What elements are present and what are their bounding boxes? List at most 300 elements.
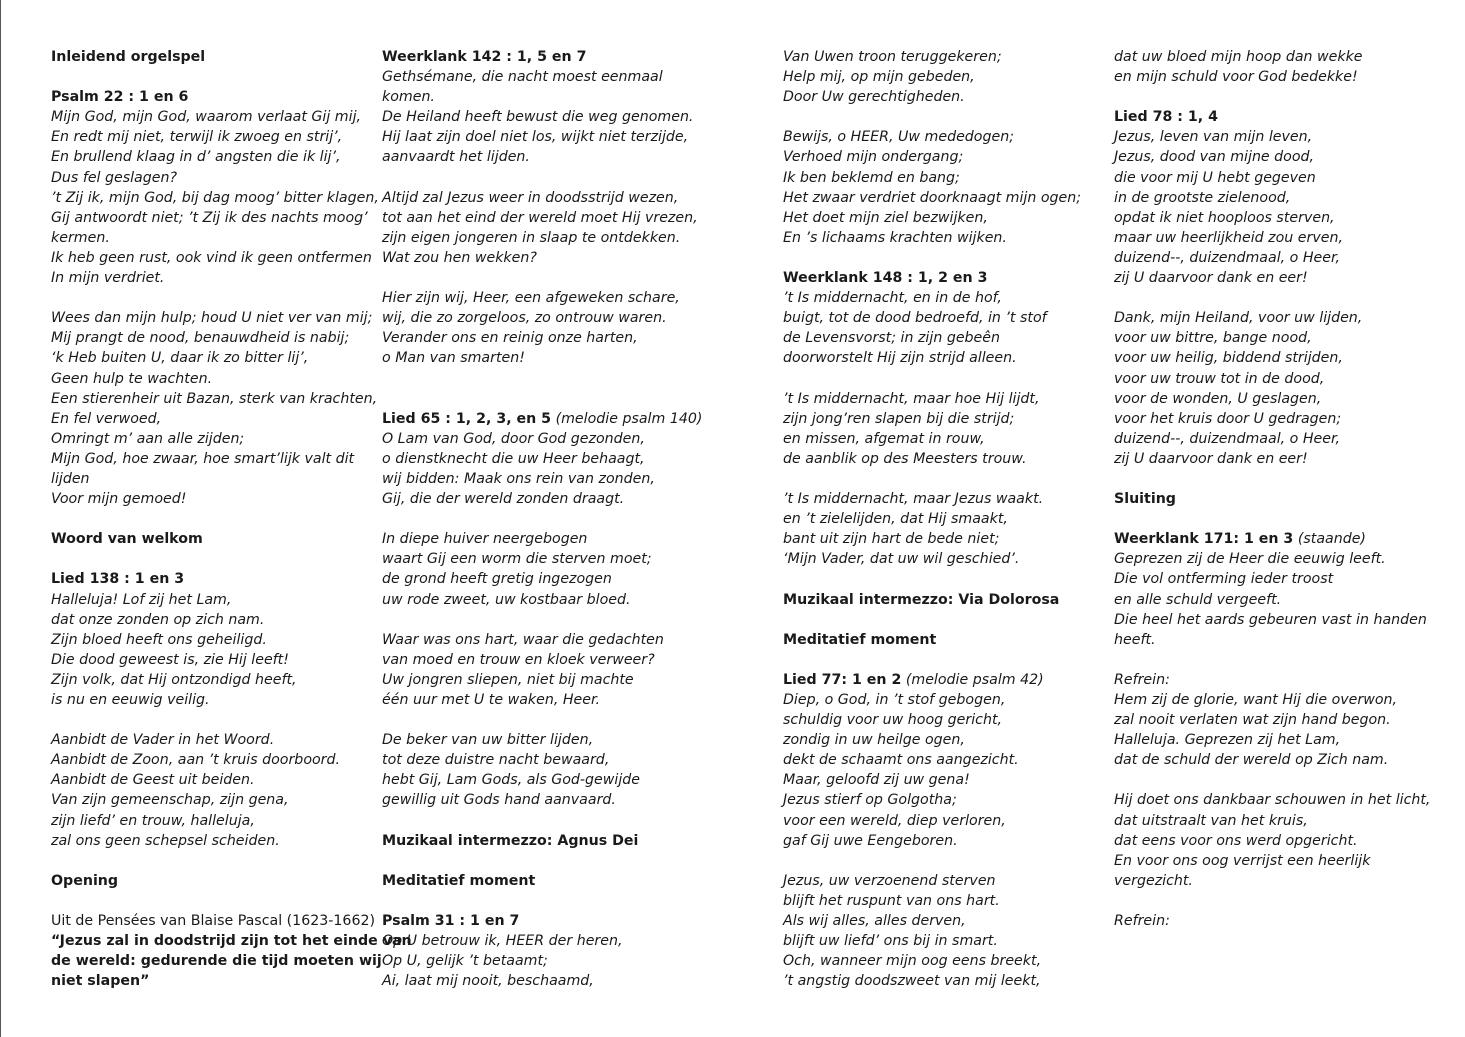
- verse-line: [51, 630, 412, 650]
- heading-text: Lied 65 : 1, 2, 3, en 5: [382, 410, 552, 427]
- verse-text: maar uw heerlijkheid zou erven,: [1114, 229, 1343, 246]
- verse-text: Bewijs, o HEER, Uw mededogen;: [783, 129, 1014, 146]
- blank-line: [1114, 288, 1430, 308]
- verse-text: Refrein:: [1114, 671, 1170, 688]
- verse-line: [51, 107, 412, 127]
- verse-text: Jezus stierf op Golgotha;: [783, 792, 957, 809]
- verse-text: tot aan het eind der wereld moet Hij vrezen,: [382, 209, 698, 226]
- text-line: [51, 911, 412, 931]
- verse-line: [382, 188, 702, 208]
- verse-line: [382, 87, 702, 107]
- verse-text: Maar, geloofd zij uw gena!: [783, 772, 970, 789]
- section-heading: [51, 951, 412, 971]
- verse-line: [382, 449, 702, 469]
- section-heading: [382, 47, 702, 67]
- heading-text: Meditatief moment: [382, 872, 536, 889]
- verse-line: [783, 489, 1081, 509]
- verse-line: [1114, 168, 1430, 188]
- verse-text: van moed en trouw en kloek verweer?: [382, 651, 655, 668]
- verse-text: ’t angstig doodszweet van mij leekt,: [783, 973, 1041, 990]
- verse-line: [382, 730, 702, 750]
- verse-text: Help mij, op mijn gebeden,: [783, 69, 975, 86]
- verse-line: [51, 268, 412, 288]
- verse-text: zijn liefd’ en trouw, halleluja,: [51, 812, 255, 829]
- verse-text: blijft uw liefd’ ons bij in smart.: [783, 933, 998, 950]
- verse-line: [783, 308, 1081, 328]
- verse-line: [382, 348, 702, 368]
- verse-line: [51, 188, 412, 208]
- verse-line: [783, 790, 1081, 810]
- verse-line: [51, 127, 412, 147]
- verse-line: [1114, 449, 1430, 469]
- verse-line: [783, 931, 1081, 951]
- verse-text: voor uw trouw tot in de dood,: [1114, 370, 1325, 387]
- heading-text: Psalm 31 : 1 en 7: [382, 913, 520, 930]
- verse-line: [783, 509, 1081, 529]
- verse-text: ’t Zij ik, mijn God, bij dag moog’ bitter klagen,: [51, 189, 379, 206]
- verse-line: [1114, 630, 1430, 650]
- verse-line: [783, 971, 1081, 991]
- verse-line: [382, 489, 702, 509]
- verse-line: [382, 630, 702, 650]
- verse-text: zal ons geen schepsel scheiden.: [51, 832, 280, 849]
- verse-line: [783, 951, 1081, 971]
- blank-line: [783, 851, 1081, 871]
- verse-text: duizend--, duizendmaal, o Heer,: [1114, 430, 1341, 447]
- verse-line: [51, 168, 412, 188]
- verse-line: [783, 811, 1081, 831]
- verse-line: [51, 590, 412, 610]
- verse-text: gaf Gij uwe Eengeboren.: [783, 832, 958, 849]
- verse-text: En ’s lichaams krachten wijken.: [783, 229, 1007, 246]
- verse-line: [783, 690, 1081, 710]
- blank-line: [783, 107, 1081, 127]
- verse-line: [382, 750, 702, 770]
- body-text: Uit de Pensées van Blaise Pascal (1623-1662): [51, 913, 376, 930]
- verse-line: [783, 228, 1081, 248]
- verse-text: de aanblik op des Meesters trouw.: [783, 450, 1027, 467]
- column-2: [382, 47, 702, 991]
- verse-text: bant uit zijn hart de bede niet;: [783, 531, 1000, 548]
- section-heading: [382, 409, 702, 429]
- verse-line: [382, 931, 702, 951]
- verse-line: [51, 248, 412, 268]
- verse-line: [51, 369, 412, 389]
- verse-text: wij, die zo zorgeloos, zo ontrouw waren.: [382, 310, 667, 327]
- verse-line: [51, 730, 412, 750]
- blank-line: [51, 710, 412, 730]
- verse-text: Verhoed mijn ondergang;: [783, 149, 964, 166]
- blank-line: [382, 710, 702, 730]
- verse-line: [51, 650, 412, 670]
- verse-line: [382, 308, 702, 328]
- verse-line: [1114, 429, 1430, 449]
- verse-line: [382, 328, 702, 348]
- section-heading: [51, 529, 412, 549]
- verse-line: [783, 188, 1081, 208]
- verse-line: [51, 389, 412, 409]
- section-heading: [382, 831, 702, 851]
- verse-text: Jezus, dood van mijne dood,: [1114, 149, 1315, 166]
- heading-text: Lied 78 : 1, 4: [1114, 109, 1218, 126]
- verse-text: doorworstelt Hij zijn strijd alleen.: [783, 350, 1017, 367]
- verse-line: [382, 228, 702, 248]
- verse-line: [382, 67, 702, 87]
- verse-line: [1114, 610, 1430, 630]
- blank-line: [382, 891, 702, 911]
- verse-text: en missen, afgemat in rouw,: [783, 430, 985, 447]
- blank-line: [51, 549, 412, 569]
- verse-line: [1114, 248, 1430, 268]
- section-heading: [783, 590, 1081, 610]
- section-heading: [51, 87, 412, 107]
- verse-text: die voor mij U hebt gegeven: [1114, 169, 1316, 186]
- verse-text: voor uw heilig, biddend strijden,: [1114, 350, 1343, 367]
- verse-text: Halleluja. Geprezen zij het Lam,: [1114, 732, 1341, 749]
- verse-line: [783, 87, 1081, 107]
- verse-line: [783, 750, 1081, 770]
- verse-line: [382, 770, 702, 790]
- verse-line: [783, 429, 1081, 449]
- verse-line: [51, 228, 412, 248]
- verse-text: o dienstknecht die uw Heer behaagt,: [382, 450, 645, 467]
- verse-text: kermen.: [51, 229, 110, 246]
- verse-line: [783, 891, 1081, 911]
- verse-text: ’t Is middernacht, maar Jezus waakt.: [783, 491, 1044, 508]
- verse-line: [783, 147, 1081, 167]
- verse-line: [783, 529, 1081, 549]
- column-3: [783, 47, 1081, 991]
- verse-line: [51, 147, 412, 167]
- verse-line: [1114, 389, 1430, 409]
- verse-text: Aanbidt de Geest uit beiden.: [51, 772, 255, 789]
- verse-text: in de grootste zielenood,: [1114, 189, 1291, 206]
- verse-line: [382, 429, 702, 449]
- blank-line: [382, 851, 702, 871]
- heading-text: Muzikaal intermezzo: Via Dolorosa: [783, 591, 1060, 608]
- verse-text: O Lam van God, door God gezonden,: [382, 430, 645, 447]
- verse-line: [1114, 790, 1430, 810]
- verse-text: Door Uw gerechtigheden.: [783, 89, 965, 106]
- verse-text: buigt, tot de dood bedroefd, in ’t stof: [783, 310, 1047, 327]
- verse-line: [783, 911, 1081, 931]
- verse-text: Altijd zal Jezus weer in doodsstrijd wezen,: [382, 189, 679, 206]
- verse-text: komen.: [382, 89, 435, 106]
- verse-text: dat de schuld der wereld op Zich nam.: [1114, 752, 1389, 769]
- verse-line: [1114, 690, 1430, 710]
- verse-text: Het zwaar verdriet doorknaagt mijn ogen;: [783, 189, 1082, 206]
- verse-text: opdat ik niet hooploos sterven,: [1114, 209, 1335, 226]
- blank-line: [1114, 469, 1430, 489]
- verse-text: tot deze duistre nacht bewaard,: [382, 752, 610, 769]
- blank-line: [382, 509, 702, 529]
- verse-line: [783, 831, 1081, 851]
- verse-text: Die dood geweest is, zie Hij leeft!: [51, 651, 289, 668]
- verse-line: [1114, 569, 1430, 589]
- verse-text: heeft.: [1114, 631, 1156, 648]
- verse-text: dat eens voor ons werd opgericht.: [1114, 832, 1358, 849]
- blank-line: [51, 288, 412, 308]
- blank-line: [1114, 770, 1430, 790]
- column-4: [1114, 47, 1430, 931]
- heading-text: Lied 77: 1 en 2: [783, 671, 902, 688]
- verse-line: [382, 208, 702, 228]
- page-left-border: [0, 0, 1, 1037]
- verse-line: [783, 348, 1081, 368]
- heading-text: Sluiting: [1114, 491, 1176, 508]
- verse-text: Aanbidt de Vader in het Woord.: [51, 732, 275, 749]
- verse-text: Van zijn gemeenschap, zijn gena,: [51, 792, 289, 809]
- verse-text: Verander ons en reinig onze harten,: [382, 330, 638, 347]
- heading-text: Inleidend orgelspel: [51, 49, 206, 65]
- section-heading: [51, 569, 412, 589]
- verse-text: Jezus, leven van mijn leven,: [1114, 129, 1313, 146]
- verse-text: en alle schuld vergeeft.: [1114, 591, 1282, 608]
- blank-line: [382, 168, 702, 188]
- verse-line: [783, 871, 1081, 891]
- blank-line: [382, 811, 702, 831]
- verse-line: [51, 831, 412, 851]
- heading-text: Weerklank 142 : 1, 5 en 7: [382, 49, 587, 65]
- blank-line: [1114, 87, 1430, 107]
- blank-line: [1114, 891, 1430, 911]
- verse-text: Wat zou hen wekken?: [382, 249, 537, 266]
- verse-text: Mij prangt de nood, benauwdheid is nabij;: [51, 330, 350, 347]
- verse-line: [1114, 871, 1430, 891]
- verse-line: [783, 710, 1081, 730]
- heading-text: de wereld: gedurende die tijd moeten wij: [51, 953, 382, 970]
- verse-line: [51, 750, 412, 770]
- section-heading: [51, 871, 412, 891]
- verse-line: [1114, 188, 1430, 208]
- verse-text: voor de wonden, U geslagen,: [1114, 390, 1322, 407]
- verse-text: En fel verwoed,: [51, 410, 162, 427]
- verse-text: en mijn schuld voor God bedekke!: [1114, 69, 1358, 86]
- section-heading: [51, 931, 412, 951]
- blank-line: [382, 268, 702, 288]
- verse-line: [51, 690, 412, 710]
- blank-line: [51, 509, 412, 529]
- verse-line: [1114, 851, 1430, 871]
- verse-text: ‘k Heb buiten U, daar ik zo bitter lij’,: [51, 350, 309, 367]
- heading-text: Meditatief moment: [783, 631, 937, 648]
- verse-line: [51, 328, 412, 348]
- verse-line: [382, 971, 702, 991]
- heading-text: Muzikaal intermezzo: Agnus Dei: [382, 832, 639, 849]
- verse-line: [783, 328, 1081, 348]
- verse-text: En brullend klaag in d’ angsten die ik lij’,: [51, 149, 341, 166]
- verse-text: Het doet mijn ziel bezwijken,: [783, 209, 988, 226]
- verse-line: [382, 590, 702, 610]
- verse-line: [1114, 750, 1430, 770]
- verse-text: Aanbidt de Zoon, aan ’t kruis doorboord.: [51, 752, 341, 769]
- verse-line: [382, 529, 702, 549]
- verse-line: [783, 449, 1081, 469]
- verse-line: [51, 670, 412, 690]
- verse-text: Gethsémane, die nacht moest eenmaal: [382, 69, 663, 86]
- verse-text: zijn jong’ren slapen bij die strijd;: [783, 410, 1015, 427]
- blank-line: [783, 369, 1081, 389]
- verse-text: Op U betrouw ik, HEER der heren,: [382, 933, 623, 950]
- verse-line: [51, 429, 412, 449]
- blank-line: [783, 650, 1081, 670]
- section-heading: [51, 47, 412, 67]
- section-heading: [382, 871, 702, 891]
- verse-line: [783, 549, 1081, 569]
- verse-text: Zijn volk, dat Hij ontzondigd heeft,: [51, 671, 297, 688]
- verse-line: [382, 288, 702, 308]
- verse-text: De beker van uw bitter lijden,: [382, 732, 594, 749]
- section-heading: [783, 670, 1081, 690]
- verse-text: Voor mijn gemoed!: [51, 491, 187, 508]
- verse-text: vergezicht.: [1114, 872, 1193, 889]
- blank-line: [382, 389, 702, 409]
- heading-text: Weerklank 171: 1 en 3: [1114, 531, 1294, 548]
- section-heading: [1114, 107, 1430, 127]
- verse-line: [1114, 590, 1430, 610]
- verse-line: [1114, 549, 1430, 569]
- verse-text: dat uw bloed mijn hoop dan wekke: [1114, 49, 1363, 65]
- verse-text: zondig in uw heilge ogen,: [783, 732, 965, 749]
- verse-text: wij bidden: Maak ons rein van zonden,: [382, 470, 655, 487]
- verse-line: [51, 610, 412, 630]
- verse-line: [1114, 409, 1430, 429]
- verse-text: schuldig voor uw hoog gericht,: [783, 712, 1003, 729]
- verse-text: Omringt m’ aan alle zijden;: [51, 430, 245, 447]
- verse-text: Dus fel geslagen?: [51, 169, 178, 186]
- verse-text: één uur met U te waken, Heer.: [382, 692, 601, 708]
- verse-text: De Heiland heeft bewust die weg genomen.: [382, 109, 694, 126]
- verse-line: [1114, 67, 1430, 87]
- verse-line: [783, 409, 1081, 429]
- verse-text: hebt Gij, Lam Gods, als God-gewijde: [382, 772, 641, 789]
- verse-line: [382, 690, 702, 710]
- verse-line: [783, 47, 1081, 67]
- verse-text: voor uw bittre, bange nood,: [1114, 330, 1312, 347]
- heading-text: niet slapen”: [51, 973, 150, 990]
- verse-line: [51, 790, 412, 810]
- verse-line: [783, 208, 1081, 228]
- verse-line: [51, 489, 412, 509]
- verse-text: dekt de schaamt ons aangezicht.: [783, 752, 1019, 769]
- verse-line: [1114, 369, 1430, 389]
- verse-line: [51, 811, 412, 831]
- verse-text: Ai, laat mij nooit, beschaamd,: [382, 973, 594, 990]
- verse-text: Hier zijn wij, Heer, een afgeweken schare,: [382, 290, 680, 307]
- verse-text: Hem zij de glorie, want Hij die overwon,: [1114, 692, 1397, 708]
- verse-text: En voor ons oog verrijst een heerlijk: [1114, 852, 1371, 869]
- verse-line: [382, 549, 702, 569]
- section-heading: [51, 971, 412, 991]
- verse-text: Mijn God, mijn God, waarom verlaat Gij mij,: [51, 109, 362, 126]
- verse-text: waart Gij een worm die sterven moet;: [382, 551, 652, 568]
- verse-line: [783, 770, 1081, 790]
- verse-text: Dank, mijn Heiland, voor uw lijden,: [1114, 310, 1363, 327]
- verse-text: Waar was ons hart, waar die gedachten: [382, 631, 664, 648]
- verse-text: Van Uwen troon teruggekeren;: [783, 49, 1002, 65]
- verse-line: [1114, 228, 1430, 248]
- blank-line: [382, 369, 702, 389]
- verse-text: Geprezen zij de Heer die eeuwig leeft.: [1114, 551, 1386, 568]
- verse-text: ’t Is middernacht, maar hoe Hij lijdt,: [783, 390, 1040, 407]
- verse-line: [382, 107, 702, 127]
- verse-text: zij U daarvoor dank en eer!: [1114, 450, 1308, 467]
- verse-line: [1114, 147, 1430, 167]
- verse-text: Een stierenheir uit Bazan, sterk van krachten,: [51, 390, 378, 407]
- verse-line: [783, 67, 1081, 87]
- verse-text: Geen hulp te wachten.: [51, 370, 213, 387]
- column-1: [51, 47, 412, 991]
- verse-line: [382, 147, 702, 167]
- verse-line: [382, 469, 702, 489]
- verse-line: [51, 449, 412, 469]
- verse-line: [1114, 47, 1430, 67]
- section-heading: [1114, 489, 1430, 509]
- verse-text: de grond heeft gretig ingezogen: [382, 571, 612, 588]
- verse-text: Ik heb geen rust, ook vind ik geen ontfermen: [51, 249, 372, 266]
- heading-note: (staande): [1297, 531, 1366, 548]
- blank-line: [783, 469, 1081, 489]
- blank-line: [51, 67, 412, 87]
- heading-text: Psalm 22 : 1 en 6: [51, 89, 189, 106]
- heading-note: (melodie psalm 140): [555, 410, 703, 427]
- verse-text: zijn eigen jongeren in slaap te ontdekken.: [382, 229, 681, 246]
- verse-line: [382, 951, 702, 971]
- verse-line: [51, 409, 412, 429]
- verse-text: Hij laat zijn doel niet los, wijkt niet terzijde,: [382, 129, 689, 146]
- verse-text: o Man van smarten!: [382, 350, 525, 367]
- verse-line: [382, 127, 702, 147]
- verse-line: [1114, 710, 1430, 730]
- blank-line: [783, 248, 1081, 268]
- blank-line: [783, 569, 1081, 589]
- verse-text: Gij, die der wereld zonden draagt.: [382, 491, 625, 508]
- verse-text: In diepe huiver neergebogen: [382, 531, 588, 548]
- verse-line: [1114, 670, 1430, 690]
- verse-line: [783, 288, 1081, 308]
- section-heading: [783, 268, 1081, 288]
- verse-line: [51, 770, 412, 790]
- verse-text: Op U, gelijk ’t betaamt;: [382, 953, 548, 970]
- verse-line: [1114, 268, 1430, 288]
- verse-text: Och, wanneer mijn oog eens breekt,: [783, 953, 1042, 970]
- verse-text: Als wij alles, alles derven,: [783, 913, 966, 930]
- heading-text: Opening: [51, 872, 119, 889]
- verse-text: Die vol ontferming ieder troost: [1114, 571, 1334, 588]
- verse-text: gewillig uit Gods hand aanvaard.: [382, 792, 616, 809]
- verse-line: [783, 168, 1081, 188]
- verse-text: Refrein:: [1114, 913, 1170, 930]
- verse-text: Hij doet ons dankbaar schouwen in het licht,: [1114, 792, 1431, 809]
- blank-line: [51, 891, 412, 911]
- verse-text: Jezus, uw verzoenend sterven: [783, 872, 996, 889]
- verse-text: Zijn bloed heeft ons geheiligd.: [51, 631, 267, 648]
- verse-text: Die heel het aards gebeuren vast in handen: [1114, 611, 1427, 628]
- verse-text: dat uitstraalt van het kruis,: [1114, 812, 1308, 829]
- blank-line: [51, 851, 412, 871]
- verse-text: zij U daarvoor dank en eer!: [1114, 270, 1308, 287]
- verse-text: dat onze zonden op zich nam.: [51, 611, 265, 628]
- verse-text: blijft het ruspunt van ons hart.: [783, 892, 1000, 909]
- verse-line: [51, 208, 412, 228]
- verse-line: [1114, 730, 1430, 750]
- verse-text: ’t Is middernacht, en in de hof,: [783, 290, 1002, 307]
- verse-line: [783, 127, 1081, 147]
- verse-text: duizend--, duizendmaal, o Heer,: [1114, 249, 1341, 266]
- section-heading: [783, 630, 1081, 650]
- verse-line: [382, 670, 702, 690]
- verse-text: zal nooit verlaten wat zijn hand begon.: [1114, 712, 1391, 729]
